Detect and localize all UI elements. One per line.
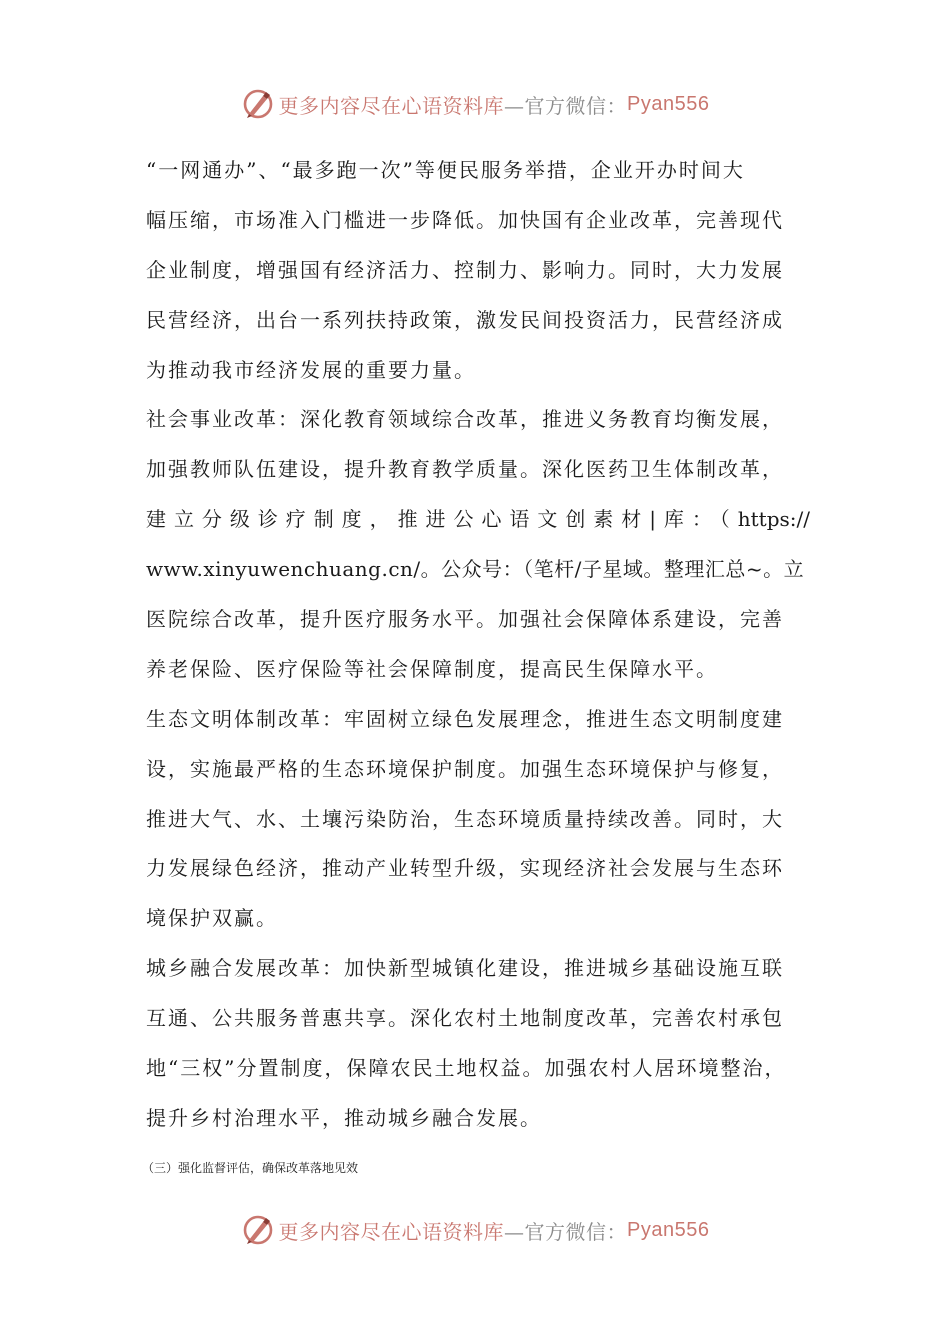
section-heading: （三）强化监督评估，确保改革落地见效 (142, 1160, 359, 1175)
text-line: 社会事业改革：深化教育领域综合改革，推进义务教育均衡发展， (146, 407, 784, 432)
text-line: 加强教师队伍建设，提升教育教学质量。深化医药卫生体制改革， (146, 457, 784, 482)
banner-text-wechat-id: Pyan556 (627, 92, 710, 115)
text-line: 民营经济，出台一系列扶持政策，激发民间投资活力，民营经济成 (146, 307, 784, 332)
footer-banner (0, 1210, 950, 1250)
banner-text-wechat-label: —官方微信： (504, 1219, 628, 1244)
text-line: 为推动我市经济发展的重要力量。 (146, 357, 476, 382)
text-line: 提升乡村治理水平，推动城乡融合发展。 (146, 1105, 542, 1130)
text-line: 养老保险、医疗保险等社会保障制度，提高民生保障水平。 (146, 656, 718, 681)
text-line: 力发展绿色经济，推动产业转型升级，实现经济社会发展与生态环 (146, 856, 784, 881)
text-line: 推进大气、水、土壤污染防治，生态环境质量持续改善。同时，大 (146, 806, 784, 831)
banner-text-library: 更多内容尽在心语资料库 (278, 93, 505, 118)
text-line: 设，实施最严格的生态环境保护制度。加强生态环境保护与修复， (146, 756, 784, 781)
text-line: 医院综合改革，提升医疗服务水平。加强社会保障体系建设，完善 (146, 607, 784, 632)
text-line: 企业制度，增强国有经济活力、控制力、影响力。同时，大力发展 (146, 257, 784, 282)
header-banner (0, 84, 950, 124)
banner-text-wechat-id: Pyan556 (627, 1218, 710, 1241)
text-line: 建立分级诊疗制度，推进公心语文创素材|库：（https:// (146, 507, 810, 532)
text-line: 城乡融合发展改革：加快新型城镇化建设，推进城乡基础设施互联 (146, 956, 784, 981)
text-line: 境保护双赢。 (146, 906, 278, 931)
text-line: 生态文明体制改革：牢固树立绿色发展理念，推进生态文明制度建 (146, 706, 784, 731)
text-line: 互通、公共服务普惠共享。深化农村土地制度改革，完善农村承包 (146, 1006, 784, 1031)
text-line: 幅压缩，市场准入门槛进一步降低。加快国有企业改革，完善现代 (146, 207, 784, 232)
pen-logo-icon (241, 87, 275, 121)
banner-text-wechat-label: —官方微信： (504, 93, 628, 118)
text-line: www.xinyuwenchuang.cn/。公众号：（笔杆/子星域。整理汇总~。立 (146, 557, 805, 582)
text-line: “一网通办”、“最多跑一次”等便民服务举措，企业开办时间大 (146, 158, 745, 182)
banner-text-library: 更多内容尽在心语资料库 (278, 1219, 505, 1244)
pen-logo-icon (241, 1213, 275, 1247)
document-body (142, 146, 810, 1194)
text-line: 地“三权”分置制度，保障农民土地权益。加强农村人居环境整治， (146, 1056, 787, 1081)
